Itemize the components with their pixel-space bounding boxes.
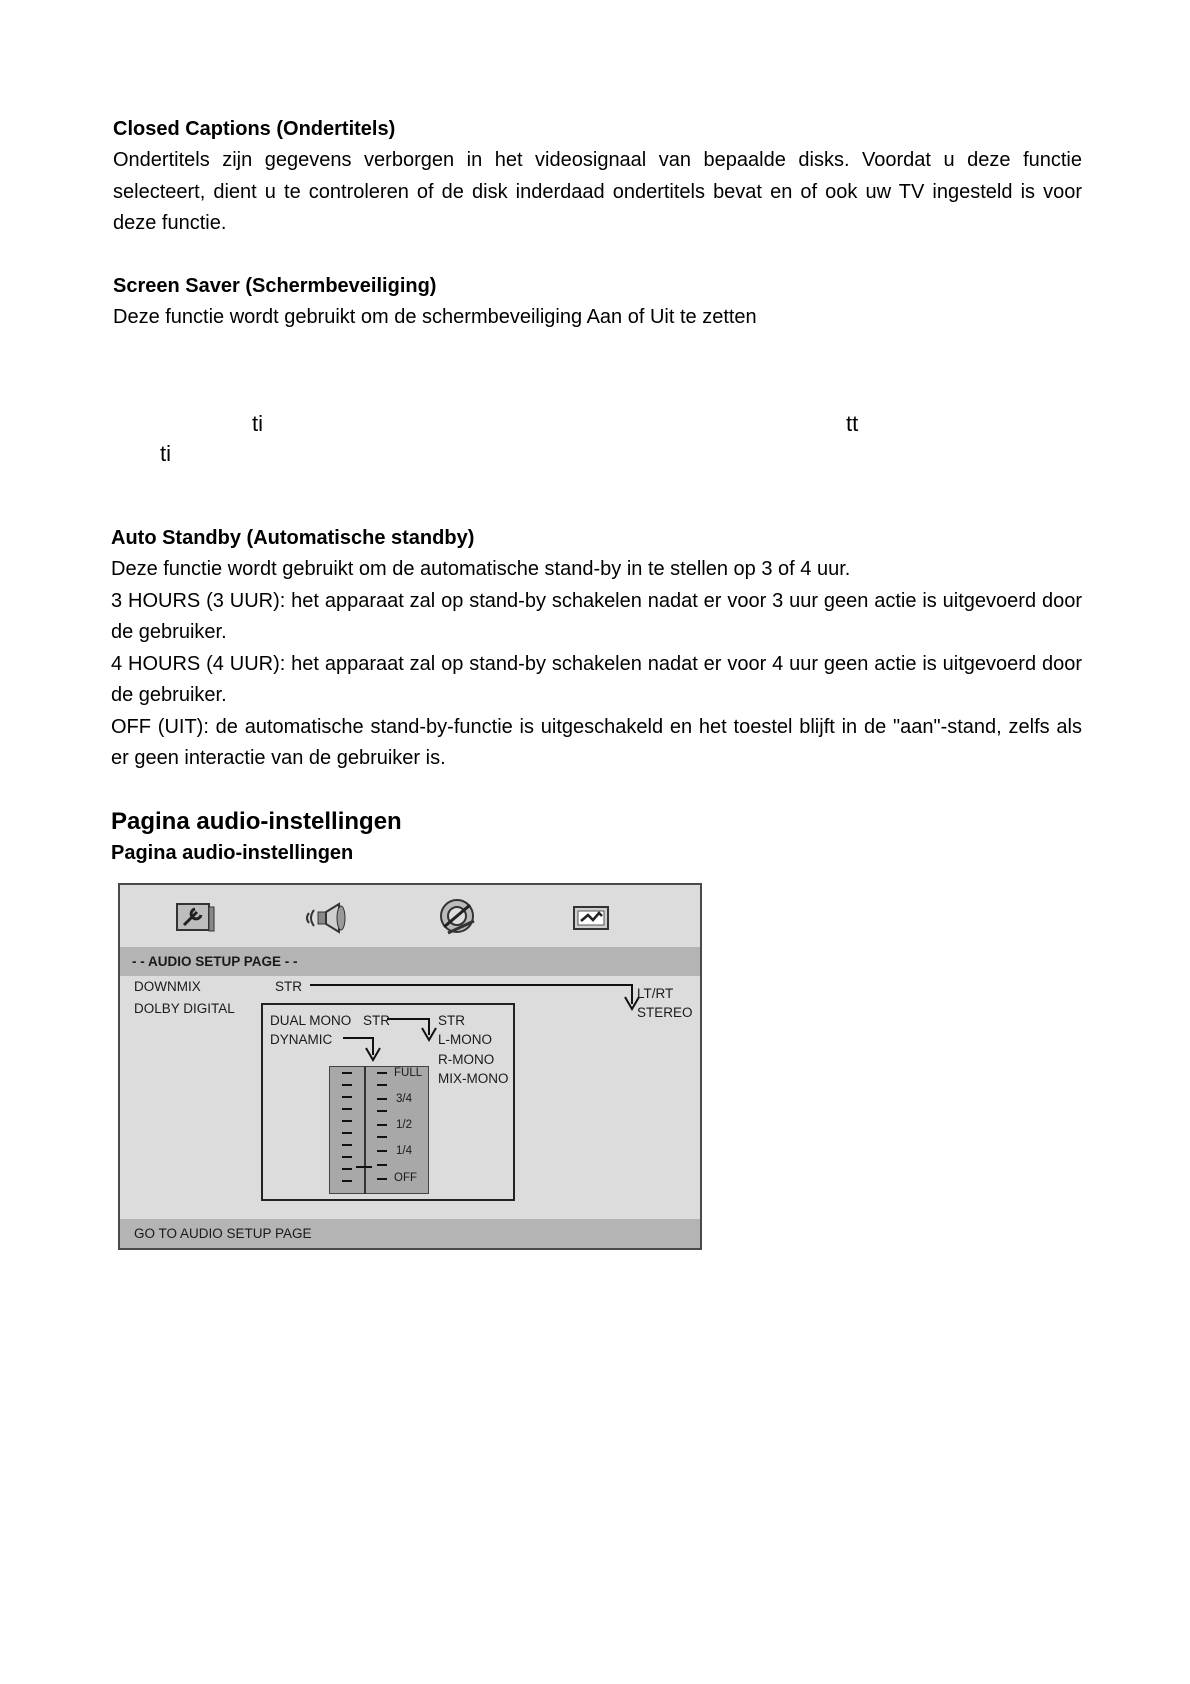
closed-captions-body: Ondertitels zijn gegevens verborgen in het videosignaal van bepaalde disks. Voordat u deze functie selecteert, dient u te controleren of de disk inderdaad ondertitels bevat en of ook uw TV ingesteld is voor deze functie. <box>113 149 1082 234</box>
osd-option-l-mono[interactable]: L-MONO <box>438 1032 492 1047</box>
osd-connector-lines <box>120 885 700 1248</box>
osd-menu-dolby-digital[interactable]: DOLBY DIGITAL <box>134 1001 235 1016</box>
osd-footer-text: GO TO AUDIO SETUP PAGE <box>134 1226 312 1241</box>
osd-option-str[interactable]: STR <box>438 1013 465 1028</box>
osd-level-3-4[interactable]: 3/4 <box>396 1093 412 1105</box>
osd-level-1-2[interactable]: 1/2 <box>396 1119 412 1131</box>
screen-saver-heading: Screen Saver (Schermbeveiliging) <box>113 275 437 297</box>
auto-standby-heading: Auto Standby (Automatische standby) <box>111 527 475 549</box>
osd-downmix-value: STR <box>275 979 302 994</box>
osd-dual-mono-value: STR <box>363 1013 390 1028</box>
osd-menu-downmix[interactable]: DOWNMIX <box>134 979 201 994</box>
text-fragment: tt <box>846 411 859 436</box>
osd-option-r-mono[interactable]: R-MONO <box>438 1052 495 1067</box>
auto-standby-intro: Deze functie wordt gebruikt om de automatische stand-by in te stellen op 3 of 4 uur. <box>111 558 851 580</box>
osd-menu-dual-mono[interactable]: DUAL MONO <box>270 1013 352 1028</box>
auto-standby-off: OFF (UIT): de automatische stand-by-functie is uitgeschakeld en het toestel blijft in de "aan"-stand, zelfs als er geen interactie van de gebruiker is. <box>111 715 1082 769</box>
osd-option-mix-mono[interactable]: MIX-MONO <box>438 1071 509 1086</box>
text-fragment: ti <box>252 411 263 436</box>
osd-page-title: - - AUDIO SETUP PAGE - - <box>132 954 298 969</box>
auto-standby-body <box>111 554 1082 775</box>
osd-level-full[interactable]: FULL <box>394 1067 423 1079</box>
auto-standby-4h: 4 HOURS (4 UUR): het apparaat zal op stand-by schakelen nadat er voor 4 uur geen actie is uitgevoerd door de gebruiker. <box>111 652 1082 706</box>
osd-menu-dynamic[interactable]: DYNAMIC <box>270 1032 333 1047</box>
closed-captions-heading: Closed Captions (Ondertitels) <box>113 118 396 140</box>
osd-option-stereo[interactable]: STEREO <box>637 1005 693 1020</box>
osd-level-1-4[interactable]: 1/4 <box>396 1145 412 1157</box>
audio-setup-osd <box>118 883 702 1250</box>
auto-standby-3h: 3 HOURS (3 UUR): het apparaat zal op stand-by schakelen nadat er voor 3 uur geen actie is uitgevoerd door de gebruiker. <box>111 589 1082 643</box>
screen-saver-body: Deze functie wordt gebruikt om de schermbeveiliging Aan of Uit te zetten <box>113 306 757 328</box>
audio-section-title: Pagina audio-instellingen <box>111 808 402 835</box>
osd-level-off[interactable]: OFF <box>394 1172 417 1184</box>
osd-option-lt-rt[interactable]: LT/RT <box>637 986 674 1001</box>
audio-section-subtitle: Pagina audio-instellingen <box>111 842 354 864</box>
text-fragment: ti <box>160 441 171 466</box>
